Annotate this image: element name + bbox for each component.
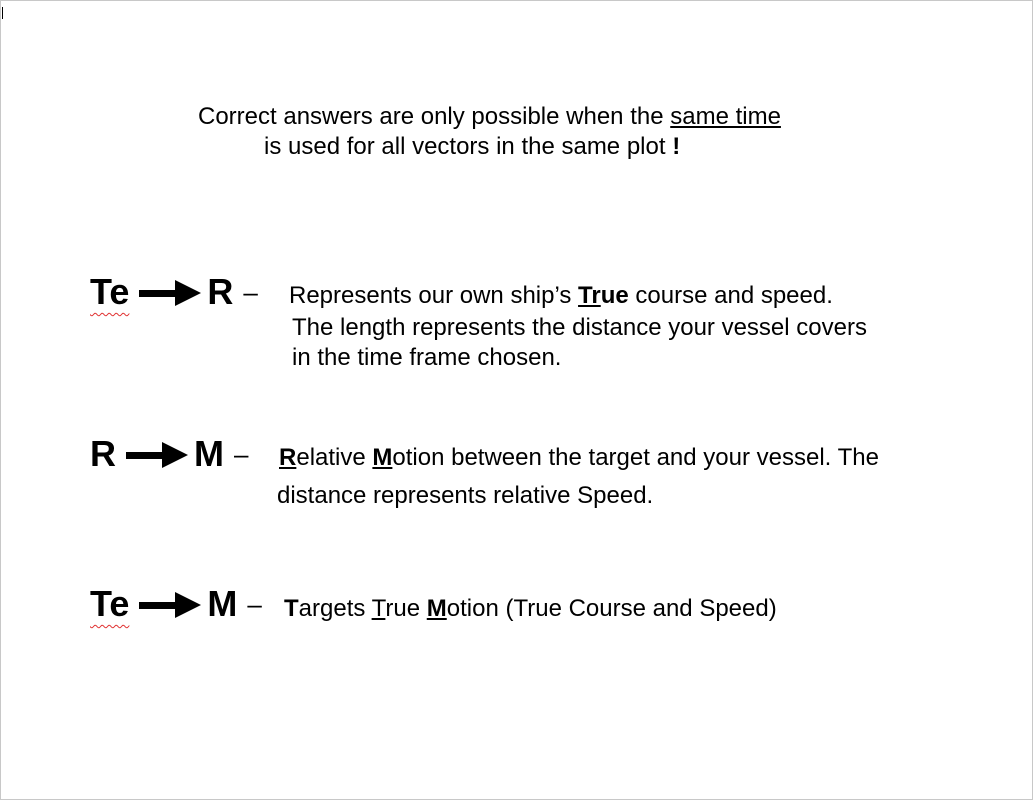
desc-te-r-ue: ue [600,282,629,309]
vector-to-m: M [194,433,224,474]
desc-r-m-r: R [279,444,297,471]
desc-te-m-line-1 [284,594,777,624]
arrow-shaft-icon [139,290,175,297]
desc-r-m-line-1 [279,443,879,473]
vector-label-te-m [90,584,262,624]
vector-dash: – [247,589,262,619]
note-line-1-text: Correct answers are only possible when the [198,103,671,130]
desc-r-m-otion: otion between the target and your vessel. The [392,444,879,471]
desc-r-m-line-2: distance represents relative Speed. [277,482,654,509]
vector-label-te-r [90,272,258,312]
desc-te-m-true-t: T [371,595,386,622]
desc-te-r-line-1 [289,281,833,311]
desc-r-m-elative: elative [296,444,373,471]
arrow-head-icon [175,592,201,618]
desc-te-m-rue: rue [385,595,427,622]
arrow-head-icon [162,442,188,468]
desc-te-m-t: T [284,595,299,622]
desc-te-m-otion: otion (True Course and Speed) [446,595,777,622]
arrow-shaft-icon [126,452,162,459]
desc-te-r-text: Represents our own ship’s [289,282,579,309]
vector-from-te: Te [90,583,130,624]
desc-te-r-line-3: in the time frame chosen. [292,344,562,371]
note-line-2-text: is used for all vectors in the same plot [264,133,673,160]
note-line-1 [198,102,781,132]
arrow-head-icon [175,280,201,306]
vector-dash: – [234,439,249,469]
note-exclamation: ! [672,133,681,160]
desc-te-r-line-2: The length represents the distance your vessel covers [292,314,867,341]
desc-te-r-tr: Tr [578,282,601,309]
desc-te-m-m: M [426,595,447,622]
vector-from-te: Te [90,271,130,312]
vector-from-r: R [90,433,116,474]
vector-to-m: M [207,583,238,624]
vector-dash: – [243,277,258,307]
desc-te-r-rest: course and speed. [628,282,833,309]
note-line-2 [264,132,680,162]
vector-to-r: R [207,271,234,312]
desc-te-m-argets: argets [298,595,372,622]
arrow-shaft-icon [139,602,175,609]
vector-label-r-m [90,434,248,474]
note-same-time: same time [670,103,781,130]
desc-r-m-m: M [372,444,393,471]
text-cursor [2,7,3,19]
